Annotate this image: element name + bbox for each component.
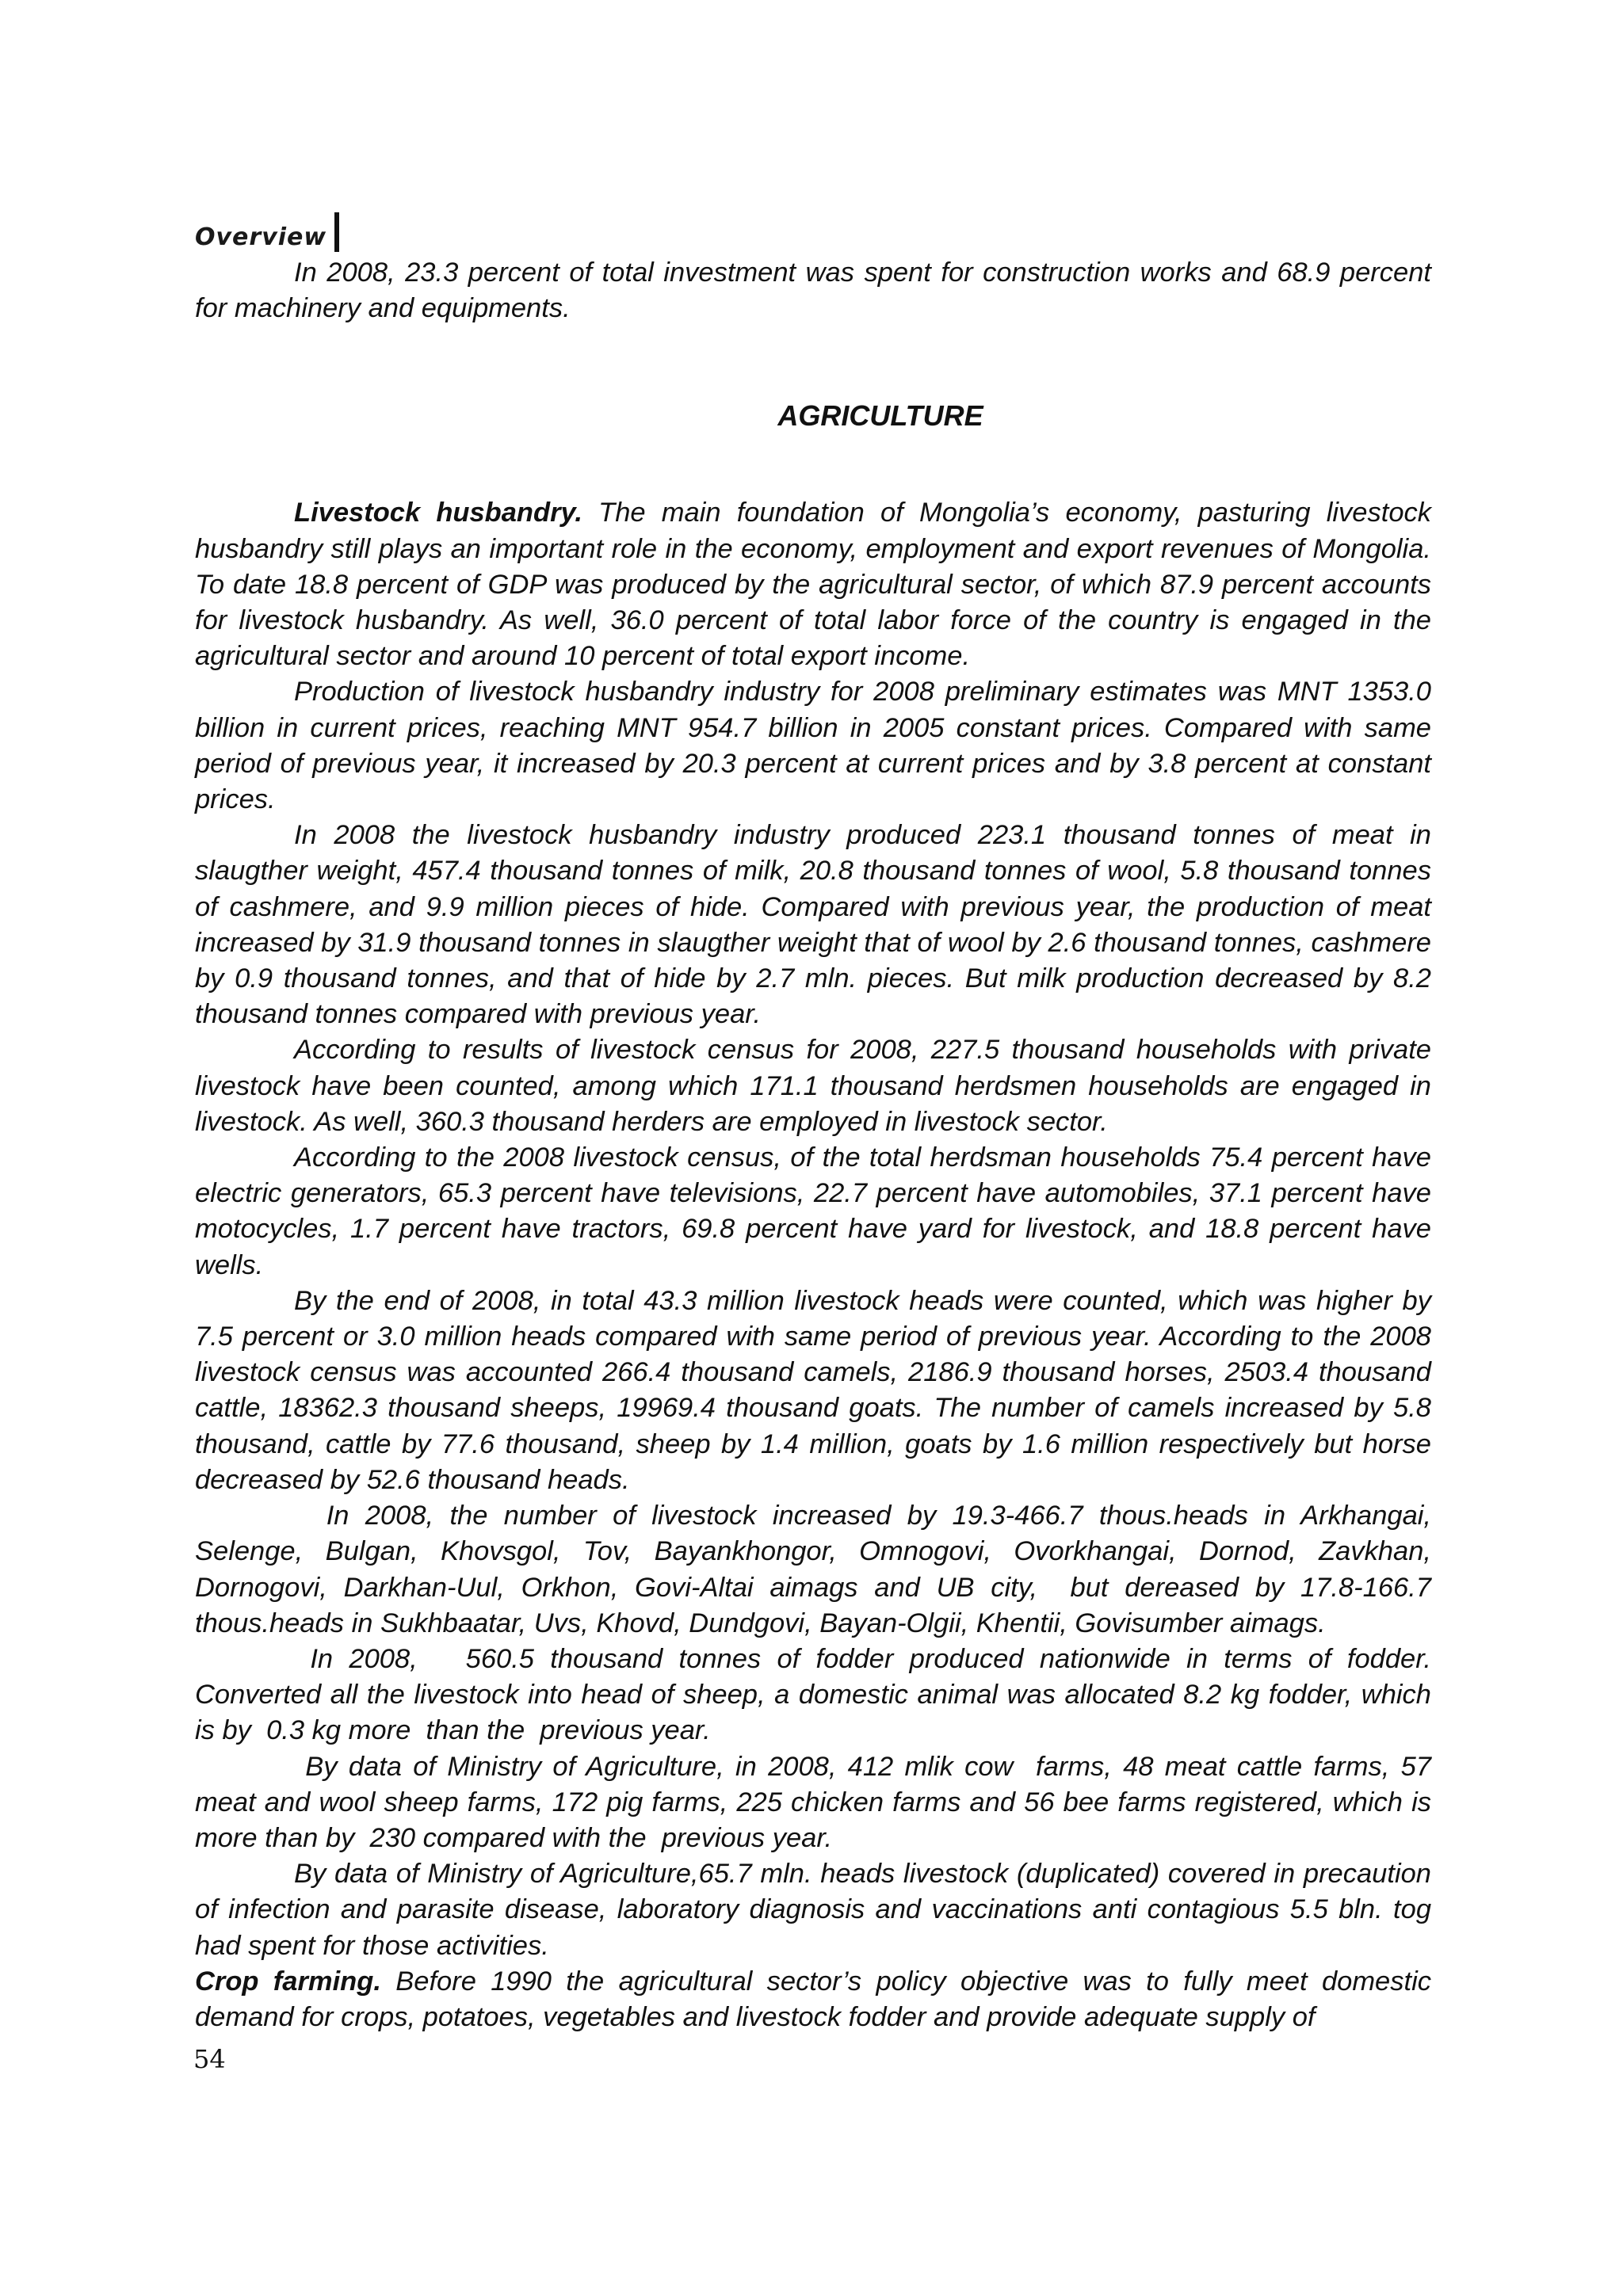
intro-paragraph: In 2008, 23.3 percent of total investment was spent for construction works and 68.9 percent for machinery and equipments. xyxy=(195,257,1431,324)
livestock-paragraph-10: By data of Ministry of Agriculture,65.7 mln. heads livestock (duplicated) covered in precaution of infection and parasite disease, laboratory diagnosis and vaccinations anti contagious 5.5 bln. tog had spent for those activities. xyxy=(195,1859,1431,1961)
livestock-paragraph-1 xyxy=(195,495,1431,674)
page-number: 54 xyxy=(193,2044,226,2074)
livestock-paragraph-6: By the end of 2008, in total 43.3 million livestock heads were counted, which was higher by 7.5 percent or 3.0 million heads compared with same period of previous year. According to the 2008 livestock census was accounted 266.4 thousand camels, 2186.9 thousand horses, 2503.4 thousand cattle, 18362.3 thousand sheeps, 19969.4 thousand goats. The number of camels increased by 5.8 thousand, cattle by 77.6 thousand, sheep by 1.4 million, goats by 1.6 million respectively but horse decreased by 52.6 thousand heads. xyxy=(195,1285,1431,1495)
spacer xyxy=(195,433,1431,495)
crop-p1-text: Before 1990 the agricultural sector’s policy objective was to fully meet domestic demand for crops, potatoes, vegetables and livestock fodder and provide adequate supply of xyxy=(195,1966,1431,2032)
header-divider-bar xyxy=(334,212,339,252)
spacer xyxy=(195,326,1431,398)
section-title: AGRICULTURE xyxy=(777,399,983,433)
livestock-paragraph-8: In 2008, 560.5 thousand tonnes of fodder produced nationwide in terms of fodder. Converted all the livestock into head of sheep, a domestic animal was allocated 8.2 kg fodder, which is by 0.3 kg more than the previous year. xyxy=(195,1643,1439,1746)
livestock-paragraph-3: In 2008 the livestock husbandry industry produced 223.1 thousand tonnes of meat in slaugther weight, 457.4 thousand tonnes of milk, 20.8 thousand tonnes of wool, 5.8 thousand tonnes of cashmere, and 9.9 million pieces of hide. Compared with previous year, the production of meat increased by 31.9 thousand tonnes in slaugther weight that of wool by 2.6 thousand tonnes, cashmere by 0.9 thousand tonnes, and that of hide by 2.7 mln. pieces. But milk production decreased by 8.2 thousand tonnes compared with previous year. xyxy=(195,820,1431,1030)
livestock-paragraph-4: According to results of livestock census for 2008, 227.5 thousand households with private livestock have been counted, among which 171.1 thousand herdsmen households are engaged in livestock. As well, 360.3 thousand herders are employed in livestock sector. xyxy=(195,1035,1431,1137)
livestock-p1-text: The main foundation of Mongolia’s economy, pasturing livestock husbandry still plays an important role in the economy, employment and export revenues of Mongolia. To date 18.8 percent of GDP was produced by the agricultural sector, of which 87.9 percent accounts for livestock husbandry. As well, 36.0 percent of total labor force of the country is engaged in the agricultural sector and around 10 percent of total export income. xyxy=(195,498,1432,672)
livestock-paragraph-5: According to the 2008 livestock census, of the total herdsman households 75.4 percent have electric generators, 65.3 percent have televisions, 22.7 percent have automobiles, 37.1 percent have motocycles, 1.7 percent have tractors, 69.8 percent have yard for livestock, and 18.8 percent have wells. xyxy=(195,1142,1431,1280)
livestock-paragraph-9: By data of Ministry of Agriculture, in 2008, 412 mlik cow farms, 48 meat cattle farms, 57 meat and wool sheep farms, 172 pig farms, 225 chicken farms and 56 bee farms registered, which is more than by 230 compared with the previous year. xyxy=(195,1751,1439,1853)
page-header xyxy=(195,212,339,252)
page-body xyxy=(195,255,1439,2035)
livestock-lead: Livestock husbandry. xyxy=(294,498,582,528)
crop-lead: Crop farming. xyxy=(195,1966,381,1997)
crop-paragraph-1 xyxy=(195,1964,1431,2035)
section-label: Overview xyxy=(195,223,327,251)
livestock-paragraph-7: In 2008, the number of livestock increased by 19.3-466.7 thous.heads in Arkhangai, Selenge, Bulgan, Khovsgol, Tov, Bayankhongor, Omnogovi, Ovorkhangai, Dornod, Zavkhan, Dornogovi, Darkhan-Uul, Orkhon, Govi-Altai aimags and UB city, but dereased by 17.8-166.7 thous.heads in Sukhbaatar, Uvs, Khovd, Dundgovi, Bayan-Olgii, Khentii, Govisumber aimags. xyxy=(195,1501,1439,1638)
livestock-paragraph-2: Production of livestock husbandry industry for 2008 preliminary estimates was MNT 1353.0 billion in current prices, reaching MNT 954.7 billion in 2005 constant prices. Compared with same period of previous year, it increased by 20.3 percent at current prices and by 3.8 percent at constant prices. xyxy=(195,677,1431,815)
